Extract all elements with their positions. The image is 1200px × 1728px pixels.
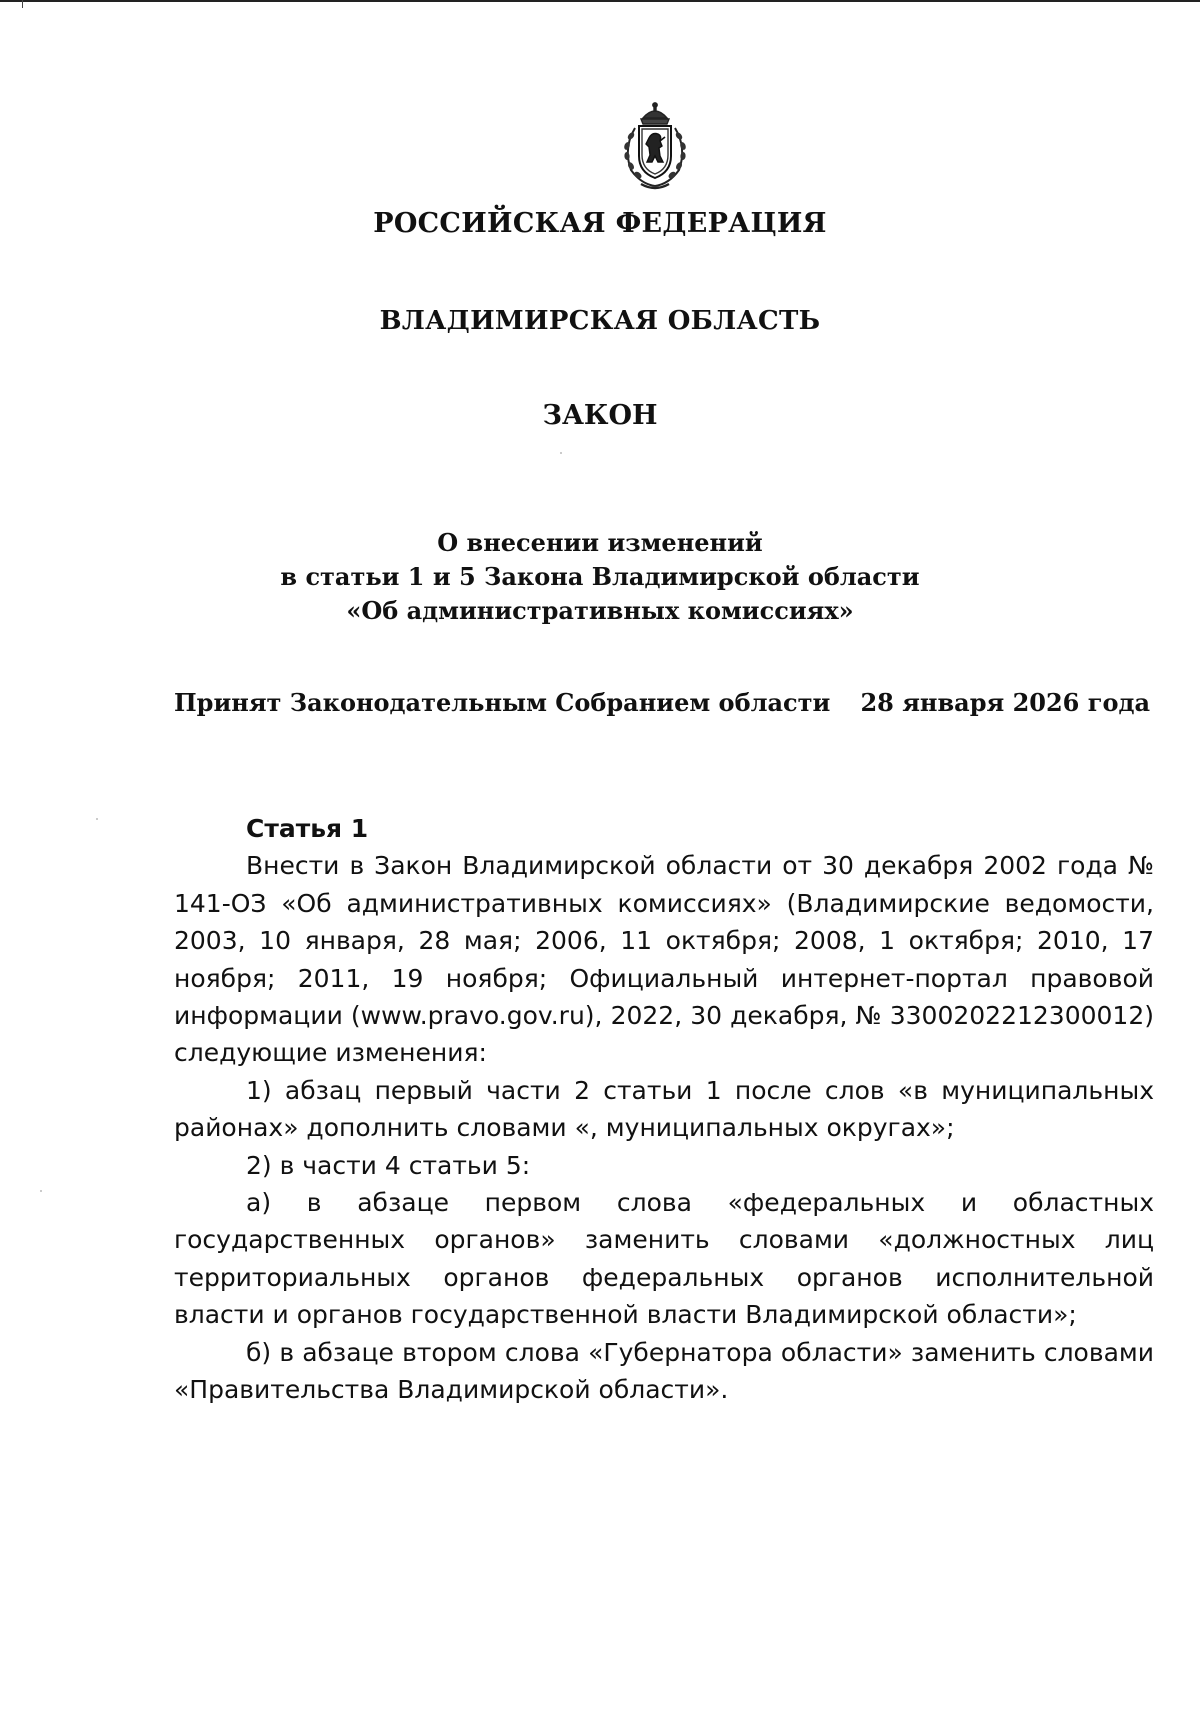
region-heading: ВЛАДИМИРСКАЯ ОБЛАСТЬ: [379, 306, 821, 336]
scan-speck: [96, 818, 98, 820]
article-paragraph: а) в абзаце первом слова «федеральных и областных государственных органов» заменить словами «должностных лиц территориальных органов федеральных органов исполнительной власти и органов государственной власти Владимирской области»;: [174, 1188, 1154, 1330]
article-paragraph: 2) в части 4 статьи 5:: [246, 1150, 531, 1180]
subject-line: в статьи 1 и 5 Закона Владимирской области: [280, 562, 920, 591]
article-paragraph: 1) абзац первый части 2 статьи 1 после слов «в муниципальных районах» дополнить словами «, муниципальных округах»;: [174, 1075, 1154, 1143]
vladimir-coat-of-arms-icon: [605, 98, 705, 198]
subject-line: «Об административных комиссиях»: [346, 596, 854, 625]
subject-line: О внесении изменений: [437, 528, 763, 557]
article-title: Статья 1: [246, 814, 369, 843]
scan-edge-mark: [22, 0, 23, 8]
article-1: [174, 810, 1154, 1409]
adopted-by-text: Принят Законодательным Собранием области: [174, 688, 831, 717]
article-paragraph: б) в абзаце втором слова «Губернатора области» заменить словами «Правительства Владимирской области».: [174, 1337, 1154, 1405]
law-subject-title: [0, 526, 1200, 628]
scan-speck: [560, 452, 562, 454]
article-paragraph: Внести в Закон Владимирской области от 30 декабря 2002 года № 141-ОЗ «Об административных комиссиях» (Владимирские ведомости, 2003, 10 января, 28 мая; 2006, 11 октября; 2008, 1 октября; 2010, 17 ноября; 2011, 19 ноября; Официальный интернет-портал правовой информации (www.pravo.gov.ru), 2022, 30 декабря, № 3300202212300012) следующие изменения:: [174, 851, 1154, 1068]
document-type-heading: ЗАКОН: [542, 400, 658, 431]
scan-speck: [40, 1190, 42, 1192]
adoption-date: 28 января 2026 года: [860, 688, 1150, 717]
country-heading: РОССИЙСКАЯ ФЕДЕРАЦИЯ: [373, 208, 827, 239]
scan-border-line: [0, 0, 1200, 2]
